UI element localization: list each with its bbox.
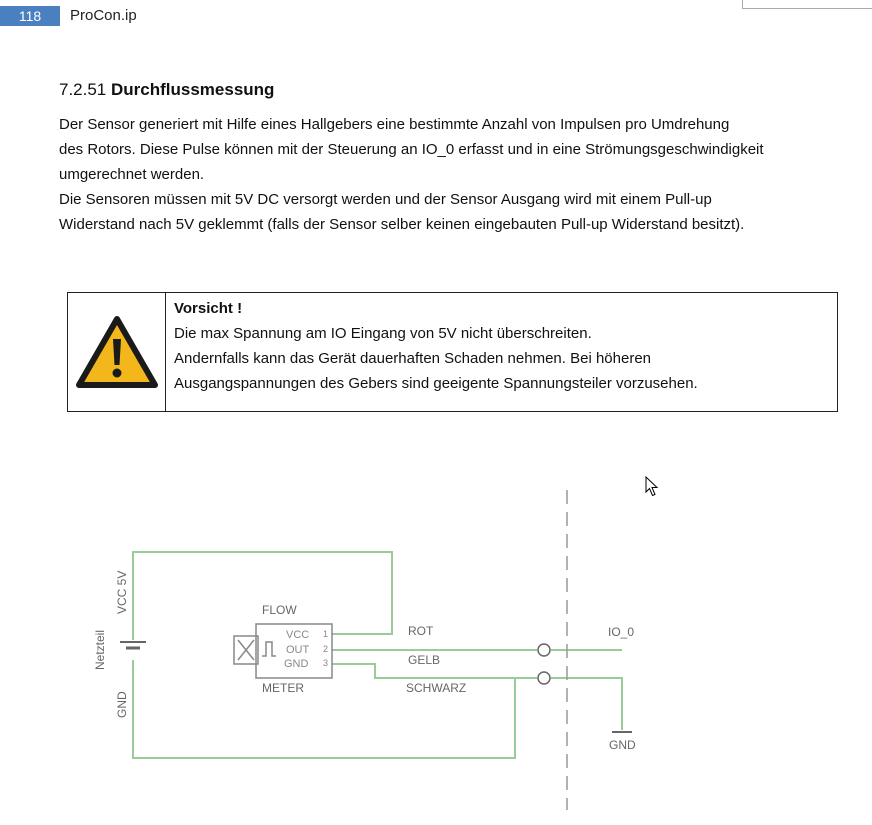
warning-title: Vorsicht ! [174, 300, 243, 317]
gnd-terminal [538, 672, 550, 684]
body-line: umgerechnet werden. [59, 166, 205, 183]
power-supply-symbol [120, 642, 146, 648]
wire-label-rot: ROT [408, 624, 434, 638]
page-number: 118 [0, 6, 60, 26]
io0-terminal [538, 644, 550, 656]
running-header-title: ProCon.ip [70, 7, 137, 24]
warning-line: Andernfalls kann das Gerät dauerhaften Schaden nehmen. Bei höheren [174, 350, 651, 367]
pin-number-2: 2 [323, 644, 329, 654]
body-paragraph [59, 112, 859, 237]
wire-vcc [133, 552, 392, 640]
pin-number-1: 1 [323, 629, 329, 639]
section-heading [59, 78, 274, 102]
window-corner-frame [742, 0, 872, 9]
section-number: 7.2.51 [59, 80, 107, 99]
wire-label-gelb: GELB [408, 653, 441, 667]
section-title: Durchflussmessung [111, 80, 275, 99]
flow-meter-symbol [234, 624, 332, 678]
io0-label: IO_0 [608, 625, 635, 639]
body-line: des Rotors. Diese Pulse können mit der Steuerung an IO_0 erfasst und in eine Strömungsgeschwindigkeit [59, 141, 764, 158]
warning-box [67, 292, 838, 412]
schematic-wires [133, 552, 622, 758]
pin-vcc-label: VCC [286, 629, 310, 641]
pin-gnd-label: GND [284, 658, 309, 670]
ground-label: GND [609, 738, 636, 752]
pin-out-label: OUT [286, 644, 310, 656]
flow-label: FLOW [262, 603, 297, 617]
warning-line: Die max Spannung am IO Eingang von 5V nicht überschreiten. [174, 325, 592, 342]
body-line: Die Sensoren müssen mit 5V DC versorgt werden und der Sensor Ausgang wird mit einem Pull-up [59, 191, 712, 208]
supply-gnd-label: GND [115, 691, 129, 718]
mouse-cursor-icon [645, 476, 659, 498]
wire-gnd-return [133, 660, 515, 758]
warning-text [166, 293, 706, 411]
warning-icon-cell [68, 293, 166, 411]
warning-triangle-icon [75, 315, 159, 389]
wire-label-schwarz: SCHWARZ [406, 681, 467, 695]
vcc-5v-label: VCC 5V [115, 570, 129, 614]
wire-gnd-out [551, 678, 622, 730]
body-line: Widerstand nach 5V geklemmt (falls der Sensor selber keinen eingebauten Pull-up Widerstand besitzt). [59, 216, 745, 233]
pin-number-3: 3 [323, 658, 329, 668]
power-supply-label: Netzteil [93, 629, 107, 670]
meter-label: METER [262, 681, 304, 695]
flow-meter-schematic [0, 470, 872, 825]
warning-line: Ausgangspannungen des Gebers sind geeigente Spannungsteiler vorzusehen. [174, 375, 698, 392]
body-line: Der Sensor generiert mit Hilfe eines Hallgebers eine bestimmte Anzahl von Impulsen pro Umdrehung [59, 116, 730, 133]
